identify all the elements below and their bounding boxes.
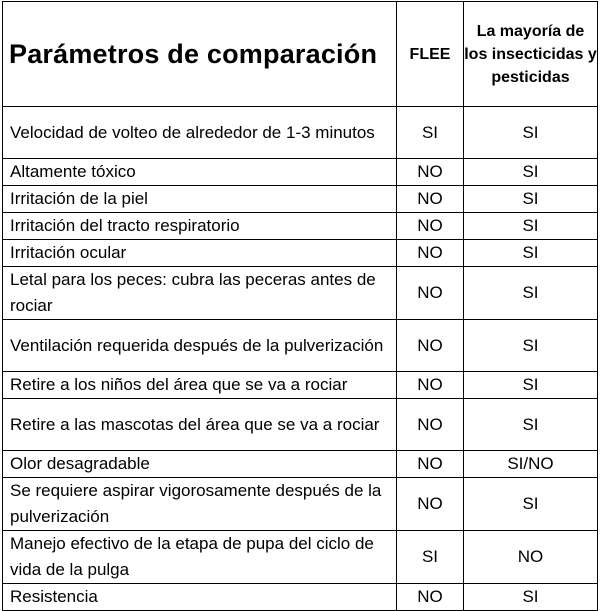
row-parameter: Retire a los niños del área que se va a rociar xyxy=(3,372,397,399)
row-parameter: Irritación del tracto respiratorio xyxy=(3,213,397,240)
header-others: La mayoría de los insecticidas y pesticidas xyxy=(464,2,598,107)
row-parameter: Irritación ocular xyxy=(3,240,397,267)
row-flee-value: NO xyxy=(397,240,464,267)
row-flee-value: NO xyxy=(397,186,464,213)
table-row xyxy=(3,584,598,611)
row-others-value: SI xyxy=(464,372,598,399)
header-flee: FLEE xyxy=(397,2,464,107)
row-others-value: SI/NO xyxy=(464,451,598,478)
row-flee-value: NO xyxy=(397,399,464,451)
row-parameter: Ventilación requerida después de la pulverización xyxy=(3,320,397,372)
table-row xyxy=(3,107,598,159)
row-others-value: SI xyxy=(464,186,598,213)
row-parameter: Velocidad de volteo de alrededor de 1-3 minutos xyxy=(3,107,397,159)
table-row xyxy=(3,478,598,531)
row-parameter: Retire a las mascotas del área que se va a rociar xyxy=(3,399,397,451)
row-others-value: SI xyxy=(464,213,598,240)
comparison-table xyxy=(2,1,598,611)
row-parameter: Altamente tóxico xyxy=(3,159,397,186)
row-parameter: Resistencia xyxy=(3,584,397,611)
row-parameter: Irritación de la piel xyxy=(3,186,397,213)
header-row xyxy=(3,2,598,107)
row-flee-value: NO xyxy=(397,267,464,320)
row-flee-value: SI xyxy=(397,107,464,159)
row-flee-value: NO xyxy=(397,372,464,399)
table-row xyxy=(3,320,598,372)
row-parameter: Se requiere aspirar vigorosamente después de la pulverización xyxy=(3,478,397,531)
table-row xyxy=(3,531,598,584)
row-flee-value: NO xyxy=(397,320,464,372)
row-others-value: NO xyxy=(464,531,598,584)
table-row xyxy=(3,213,598,240)
table-row xyxy=(3,186,598,213)
row-flee-value: NO xyxy=(397,159,464,186)
row-flee-value: NO xyxy=(397,451,464,478)
row-others-value: SI xyxy=(464,159,598,186)
table-row xyxy=(3,159,598,186)
row-flee-value: NO xyxy=(397,584,464,611)
row-flee-value: NO xyxy=(397,478,464,531)
row-others-value: SI xyxy=(464,320,598,372)
row-parameter: Olor desagradable xyxy=(3,451,397,478)
row-flee-value: SI xyxy=(397,531,464,584)
table-row xyxy=(3,399,598,451)
row-flee-value: NO xyxy=(397,213,464,240)
row-parameter: Letal para los peces: cubra las peceras antes de rociar xyxy=(3,267,397,320)
row-parameter: Manejo efectivo de la etapa de pupa del ciclo de vida de la pulga xyxy=(3,531,397,584)
table-row xyxy=(3,451,598,478)
table-row xyxy=(3,240,598,267)
row-others-value: SI xyxy=(464,240,598,267)
row-others-value: SI xyxy=(464,584,598,611)
table-row xyxy=(3,372,598,399)
row-others-value: SI xyxy=(464,107,598,159)
header-parameter: Parámetros de comparación xyxy=(3,2,397,107)
table-row xyxy=(3,267,598,320)
row-others-value: SI xyxy=(464,267,598,320)
row-others-value: SI xyxy=(464,478,598,531)
row-others-value: SI xyxy=(464,399,598,451)
